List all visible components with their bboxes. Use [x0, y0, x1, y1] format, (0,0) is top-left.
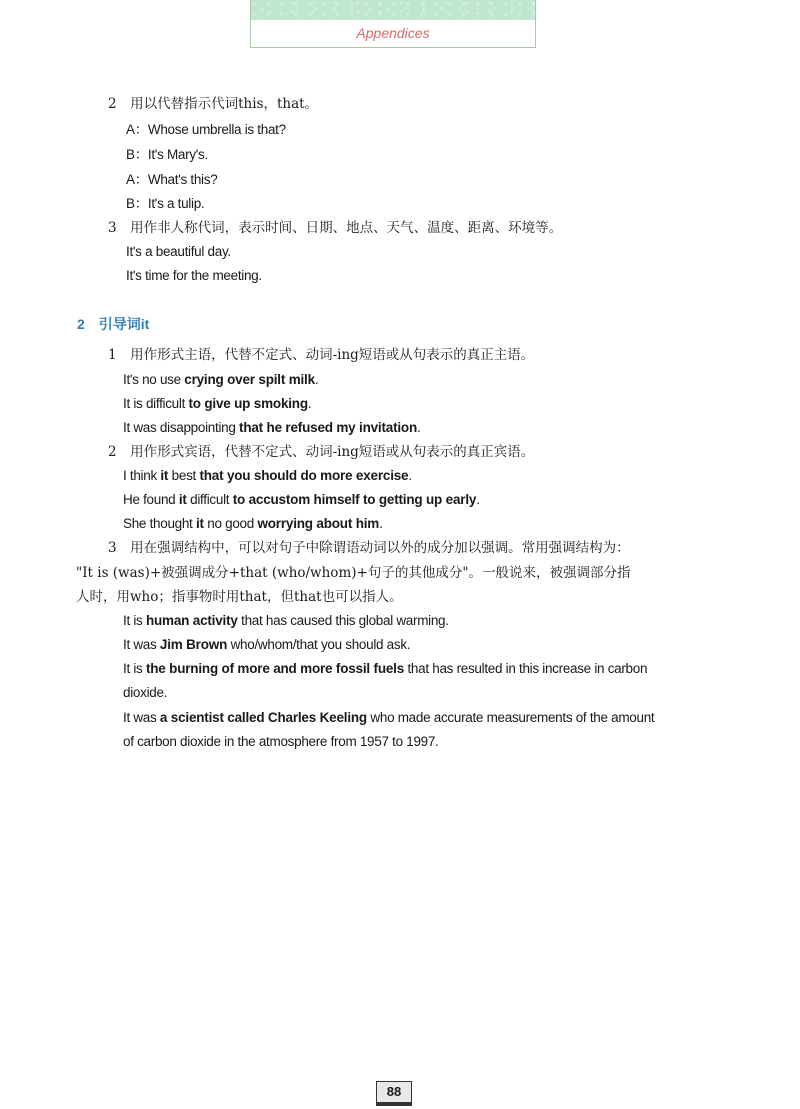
sentence-part: It's no use — [123, 372, 185, 387]
section-heading: 2 引导词it — [77, 316, 150, 332]
example-sentence — [123, 514, 383, 534]
usage-item-2: 2 用以代替指示代词this，that。 — [108, 96, 319, 112]
dialog-line-b2: B：It's a tulip. — [126, 196, 205, 211]
usage-item-1: 1 用作形式主语，代替不定式、动词-ing短语或从句表示的真正主语。 — [108, 347, 535, 363]
example-sentence — [123, 490, 480, 510]
sentence-part: . — [408, 468, 412, 483]
sentence-part: difficult — [186, 492, 233, 507]
usage-item-3-continuation: "It is (was)+被强调成分+that (who/whom)+句子的其他成分"。一般说来，被强调部分指 — [76, 565, 631, 581]
sentence-part: . — [314, 372, 319, 387]
sentence-part: It was disappointing — [123, 420, 240, 435]
emphasized-phrase: worrying about him — [257, 516, 380, 531]
example-sentence-continuation: of carbon dioxide in the atmosphere from 1957 to 1997. — [123, 734, 439, 749]
sentence-part: . — [417, 420, 421, 435]
example-sentence — [123, 708, 654, 728]
usage-item-3: 3 用作非人称代词，表示时间、日期、地点、天气、温度、距离、环境等。 — [108, 220, 563, 236]
sentence-part: He found — [123, 492, 179, 507]
pronoun-it: it — [178, 492, 187, 507]
dialog-line-b1: B：It's Mary's. — [126, 147, 208, 162]
example-sentence — [123, 394, 311, 414]
sentence-part: It was — [123, 710, 160, 725]
usage-item-3-continuation: 人时，用who；指事物时用that，但that也可以指人。 — [76, 589, 403, 605]
sentence-part: I think — [123, 468, 161, 483]
sentence-part: . — [476, 492, 480, 507]
sentence-part: It was — [123, 637, 160, 652]
sentence-part: who made accurate measurements of the amount — [366, 710, 655, 725]
sentence-part: . — [379, 516, 383, 531]
page-number-underline — [376, 1103, 412, 1106]
emphasized-phrase: that he refused my invitation — [239, 420, 418, 435]
emphasized-phrase: human activity — [145, 613, 238, 628]
sentence-part: It is — [123, 661, 146, 676]
example-sentence — [123, 659, 647, 679]
sentence-part: It is — [123, 613, 146, 628]
sentence-part: that has caused this global warming. — [237, 613, 449, 628]
example-sentence — [123, 370, 318, 390]
page-header — [250, 0, 536, 48]
sentence-part: no good — [203, 516, 258, 531]
example-sentence — [123, 418, 420, 438]
example-sentence — [123, 466, 412, 486]
header-decorative-band — [251, 0, 535, 20]
emphasized-phrase: that you should do more exercise — [199, 468, 409, 483]
page-number: 88 — [376, 1081, 412, 1103]
usage-item-3: 3 用在强调结构中，可以对句子中除谓语动词以外的成分加以强调。常用强调结构为： — [108, 540, 630, 556]
sentence-part: She thought — [123, 516, 196, 531]
example-sentence — [123, 611, 449, 631]
dialog-line-a2: A：What's this? — [126, 172, 218, 187]
emphasized-phrase: crying over spilt milk — [184, 372, 315, 387]
example-sentence: It's a beautiful day. — [126, 244, 231, 259]
pronoun-it: it — [195, 516, 204, 531]
emphasized-phrase: Jim Brown — [159, 637, 228, 652]
header-title: Appendices — [356, 25, 430, 41]
emphasized-phrase: a scientist called Charles Keeling — [159, 710, 367, 725]
example-sentence: It's time for the meeting. — [126, 268, 262, 283]
sentence-part: . — [307, 396, 312, 411]
dialog-line-a1: A：Whose umbrella is that? — [126, 122, 286, 137]
sentence-part: best — [168, 468, 200, 483]
pronoun-it: it — [160, 468, 169, 483]
usage-item-2: 2 用作形式宾语，代替不定式、动词-ing短语或从句表示的真正宾语。 — [108, 444, 535, 460]
example-sentence — [123, 635, 410, 655]
emphasized-phrase: the burning of more and more fossil fuels — [145, 661, 405, 676]
example-sentence-continuation: dioxide. — [123, 685, 168, 700]
emphasized-phrase: to give up smoking — [188, 396, 308, 411]
sentence-part: that has resulted in this increase in carbon — [404, 661, 648, 676]
sentence-part: who/whom/that you should ask. — [227, 637, 411, 652]
sentence-part: It is difficult — [123, 396, 189, 411]
emphasized-phrase: to accustom himself to getting up early — [232, 492, 477, 507]
